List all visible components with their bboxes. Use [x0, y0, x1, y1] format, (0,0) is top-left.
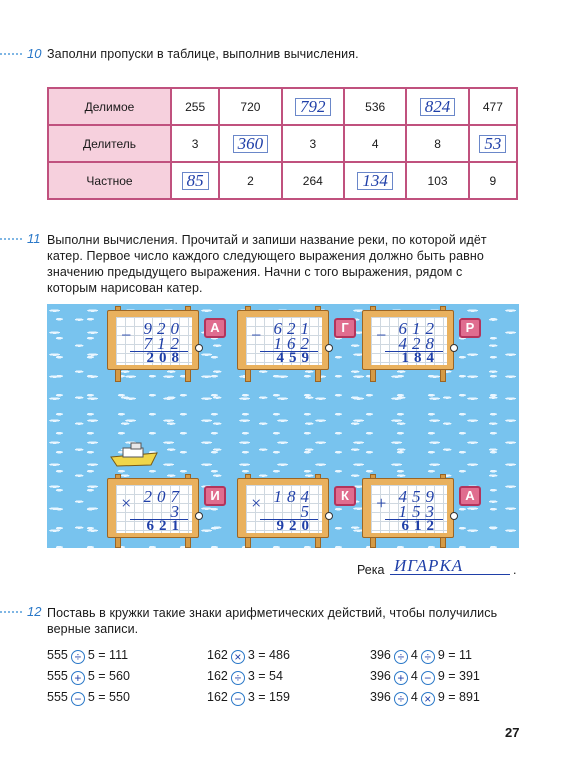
table-cell: 9: [469, 162, 517, 199]
first-operand: 459: [398, 487, 439, 506]
table-cell: [282, 88, 344, 125]
result-number: 920: [276, 518, 314, 534]
equation: [370, 648, 472, 664]
board-plank: [237, 310, 329, 370]
first-operand: 612: [398, 319, 439, 338]
result-number: 208: [146, 350, 184, 366]
equation-rest: 3 = 54: [247, 669, 283, 683]
equation-number: 555: [47, 669, 68, 683]
task-instruction-line: значению предыдущего выражения. Начни с того выражения, рядом с: [47, 265, 463, 279]
operator-circle: ÷: [394, 692, 408, 706]
river-answer: ИГАРКА: [394, 556, 464, 575]
page-number: 27: [505, 725, 520, 740]
expression-board: [107, 474, 220, 550]
operator-circle: −: [71, 692, 85, 706]
handwritten-answer: 53: [479, 135, 506, 153]
calculation-paper: [246, 317, 322, 365]
operation-sign: −: [375, 325, 388, 345]
equation-rest: 5 = 550: [87, 690, 130, 704]
equation-number: 555: [47, 648, 68, 662]
answer-period: .: [513, 563, 517, 577]
equation-rest: 9 = 391: [437, 669, 480, 683]
result-number: 184: [401, 350, 439, 366]
expression-board: [362, 474, 475, 550]
table-cell: 477: [469, 88, 517, 125]
handwritten-answer: 134: [357, 172, 393, 190]
operator-circle: ×: [421, 692, 435, 706]
handwritten-answer: 85: [182, 172, 209, 190]
table-row: [48, 125, 517, 162]
first-operand: 207: [143, 487, 184, 506]
second-operand: 428: [398, 334, 439, 353]
board-plank: [107, 310, 199, 370]
handwritten-answer: 792: [295, 98, 331, 116]
row-header: Частное: [48, 162, 171, 199]
result-number: 459: [276, 350, 314, 366]
board-plank: [362, 478, 454, 538]
operator-circle: ÷: [231, 671, 245, 685]
task-instruction-line: которым нарисован катер.: [47, 281, 203, 295]
equation-rest: 9 = 891: [437, 690, 480, 704]
equation: [370, 669, 480, 685]
first-operand: 920: [143, 319, 184, 338]
boat-icon: [109, 439, 159, 469]
operator-circle: ÷: [71, 650, 85, 664]
hook-icon: [325, 344, 333, 352]
calculation-paper: [371, 485, 447, 533]
second-operand: 162: [273, 334, 314, 353]
equation-number: 396: [370, 648, 391, 662]
operator-circle: +: [394, 671, 408, 685]
table-cell: 3: [171, 125, 219, 162]
hook-icon: [450, 512, 458, 520]
equation: [207, 669, 283, 685]
table-row: [48, 88, 517, 125]
result-number: 621: [146, 518, 184, 534]
equation: [370, 690, 480, 706]
equation: [207, 648, 290, 664]
equation-rest: 5 = 560: [87, 669, 130, 683]
table-row: [48, 162, 517, 199]
river-label: Река: [357, 563, 385, 577]
equation-number: 162: [207, 648, 228, 662]
task-instruction-line: Выполни вычисления. Прочитай и запиши название реки, по которой идёт: [47, 233, 487, 247]
equation-number: 162: [207, 690, 228, 704]
expression-board: [237, 474, 349, 550]
table-cell: 3: [282, 125, 344, 162]
first-operand: 184: [273, 487, 314, 506]
second-operand: 3: [170, 502, 184, 521]
equation-number: 396: [370, 690, 391, 704]
calculation-paper: [116, 317, 192, 365]
expression-board: [362, 306, 475, 382]
hook-icon: [195, 344, 203, 352]
table-cell: [219, 125, 281, 162]
board-plank: [237, 478, 329, 538]
table-cell: 536: [344, 88, 406, 125]
result-number: 612: [401, 518, 439, 534]
division-table: [47, 87, 518, 200]
table-cell: 4: [344, 125, 406, 162]
expression-board: [237, 306, 349, 382]
handwritten-answer: 360: [233, 135, 269, 153]
calculation-paper: [246, 485, 322, 533]
operation-sign: −: [250, 325, 263, 345]
expression-board: [107, 306, 220, 382]
letter-tag: Р: [459, 318, 481, 338]
task-number: 12: [27, 604, 42, 619]
letter-tag: Г: [334, 318, 356, 338]
row-header: Делитель: [48, 125, 171, 162]
task-instruction-line: Поставь в кружки такие знаки арифметических действий, чтобы получились: [47, 606, 498, 620]
decorative-dots: [0, 611, 22, 613]
operator-circle: +: [71, 671, 85, 685]
board-plank: [362, 310, 454, 370]
equation-number: 4: [410, 669, 418, 683]
task-number: 11: [27, 231, 41, 246]
operation-sign: +: [375, 493, 388, 513]
table-cell: 2: [219, 162, 281, 199]
letter-tag: И: [204, 486, 226, 506]
letter-tag: А: [204, 318, 226, 338]
equation: [47, 648, 128, 664]
table-cell: [344, 162, 406, 199]
equation: [47, 690, 130, 706]
equation: [207, 690, 290, 706]
task-number: 10: [27, 46, 42, 61]
equation-rest: 5 = 111: [87, 648, 129, 662]
letter-tag: К: [334, 486, 356, 506]
task-instruction-line: катер. Первое число каждого следующего выражения должно быть равно: [47, 249, 484, 263]
operator-circle: −: [421, 671, 435, 685]
task-instruction-line: верные записи.: [47, 622, 139, 636]
answer-line: [390, 574, 510, 575]
second-operand: 153: [398, 502, 439, 521]
equation-rest: 9 = 11: [437, 648, 472, 662]
board-plank: [107, 478, 199, 538]
hook-icon: [450, 344, 458, 352]
table-cell: 720: [219, 88, 281, 125]
table-cell: 103: [406, 162, 468, 199]
operator-circle: ÷: [394, 650, 408, 664]
equation-number: 555: [47, 690, 68, 704]
operator-circle: −: [231, 692, 245, 706]
operation-sign: ×: [250, 493, 263, 513]
first-operand: 621: [273, 319, 314, 338]
equation-rest: 3 = 486: [247, 648, 290, 662]
calculation-paper: [371, 317, 447, 365]
operation-sign: −: [120, 325, 133, 345]
equation-number: 396: [370, 669, 391, 683]
hook-icon: [325, 512, 333, 520]
letter-tag: А: [459, 486, 481, 506]
equation-rest: 3 = 159: [247, 690, 290, 704]
task-instruction: Заполни пропуски в таблице, выполнив вычисления.: [47, 47, 359, 61]
table-cell: 8: [406, 125, 468, 162]
river-illustration: [47, 304, 519, 548]
second-operand: 5: [300, 502, 314, 521]
decorative-dots: [0, 53, 22, 55]
table-cell: [406, 88, 468, 125]
table-cell: 264: [282, 162, 344, 199]
calculation-paper: [116, 485, 192, 533]
table-cell: [469, 125, 517, 162]
operator-circle: ÷: [421, 650, 435, 664]
equation: [47, 669, 130, 685]
equation-number: 162: [207, 669, 228, 683]
equation-number: 4: [410, 648, 418, 662]
second-operand: 712: [143, 334, 184, 353]
hook-icon: [195, 512, 203, 520]
handwritten-answer: 824: [420, 98, 456, 116]
operator-circle: ×: [231, 650, 245, 664]
operation-sign: ×: [120, 493, 133, 513]
decorative-dots: [0, 238, 22, 240]
table-cell: 255: [171, 88, 219, 125]
equation-number: 4: [410, 690, 418, 704]
table-cell: [171, 162, 219, 199]
row-header: Делимое: [48, 88, 171, 125]
